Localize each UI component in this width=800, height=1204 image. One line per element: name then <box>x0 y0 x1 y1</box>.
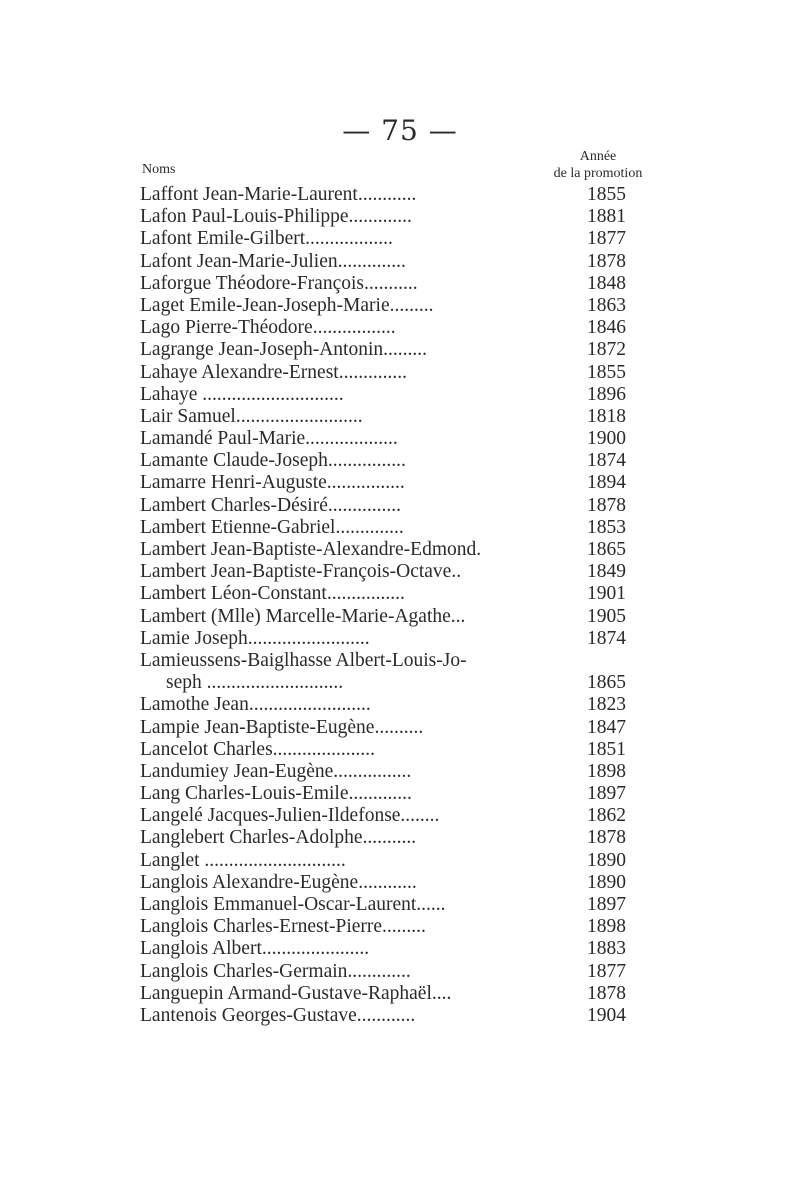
entry-name: Lair Samuel.......................... <box>140 405 363 427</box>
list-item <box>140 850 670 872</box>
entry-year: 1897 <box>587 783 626 805</box>
list-item <box>140 761 670 783</box>
entry-name: Lambert Jean-Baptiste-Alexandre-Edmond. <box>140 539 482 560</box>
entry-year: 1877 <box>587 960 626 982</box>
entry-year: 1855 <box>587 361 626 383</box>
entry-year: 1890 <box>587 849 626 871</box>
entry-name: Langlois Charles-Germain............. <box>140 960 411 982</box>
entry-year: 1898 <box>587 760 626 782</box>
entry-name: Laget Emile-Jean-Joseph-Marie......... <box>140 294 434 316</box>
list-item <box>140 317 670 339</box>
column-header-year-line2: de la promotion <box>553 166 643 181</box>
entry-year: 1900 <box>587 428 626 450</box>
entry-year: 1848 <box>587 272 626 294</box>
entry-name: Laforgue Théodore-François........... <box>140 272 418 294</box>
entry-year: 1897 <box>587 894 626 915</box>
name-list <box>140 184 670 1027</box>
entry-year: 1865 <box>587 672 626 694</box>
list-item <box>140 362 670 384</box>
list-item <box>140 827 670 849</box>
entry-year: 1851 <box>587 738 626 760</box>
list-item <box>140 406 670 428</box>
entry-year: 1878 <box>587 982 626 1004</box>
list-item <box>140 384 670 406</box>
column-header-year-line1: Année <box>579 149 617 164</box>
entry-year: 1874 <box>587 627 626 649</box>
entry-name: Lago Pierre-Théodore................. <box>140 317 396 339</box>
entry-year: 1874 <box>587 450 626 472</box>
list-item <box>140 428 670 450</box>
list-item <box>140 561 670 583</box>
entry-name: Lambert Jean-Baptiste-François-Octave.. <box>140 561 462 583</box>
entry-name: Lantenois Georges-Gustave............ <box>140 1004 416 1026</box>
entry-name: Lancelot Charles..................... <box>140 738 376 760</box>
entry-year: 1855 <box>587 184 626 205</box>
entry-year: 1878 <box>587 494 626 516</box>
entry-year: 1846 <box>587 317 626 339</box>
list-item <box>140 1005 670 1027</box>
entry-name: Lampie Jean-Baptiste-Eugène.......... <box>140 716 424 738</box>
entry-name: Langlois Emmanuel-Oscar-Laurent...... <box>140 894 446 915</box>
list-item <box>140 872 670 894</box>
entry-name: Langlet ............................. <box>140 849 346 871</box>
list-item <box>140 184 670 206</box>
entry-name: seph ............................ <box>166 672 344 694</box>
entry-name: Langlois Albert...................... <box>140 938 370 960</box>
entry-name: Lamothe Jean......................... <box>140 694 371 716</box>
list-item <box>140 206 670 228</box>
entry-year: 1905 <box>587 605 626 627</box>
entry-name: Lamandé Paul-Marie................... <box>140 428 398 450</box>
entry-name: Lafont Jean-Marie-Julien.............. <box>140 250 406 272</box>
list-item <box>140 805 670 827</box>
list-item <box>140 539 670 561</box>
entry-name: Lambert Etienne-Gabriel.............. <box>140 516 404 538</box>
entry-name: Lamante Claude-Joseph................ <box>140 450 406 472</box>
entry-name: Languepin Armand-Gustave-Raphaël.... <box>140 982 452 1004</box>
entry-name: Lafon Paul-Louis-Philippe............. <box>140 206 412 228</box>
list-item <box>140 916 670 938</box>
list-item <box>140 694 670 716</box>
entry-name: Lambert Léon-Constant................ <box>140 583 405 605</box>
entry-year: 1904 <box>587 1004 626 1026</box>
entry-name: Lahaye Alexandre-Ernest.............. <box>140 361 407 383</box>
entry-name: Lamarre Henri-Auguste................ <box>140 472 405 494</box>
entry-name: Lafont Emile-Gilbert.................. <box>140 228 393 250</box>
entry-year: 1862 <box>587 805 626 827</box>
list-item <box>140 672 670 694</box>
entry-name: Lang Charles-Louis-Emile............. <box>140 783 412 805</box>
list-item <box>140 228 670 250</box>
list-item <box>140 717 670 739</box>
entry-year: 1896 <box>587 383 626 405</box>
entry-year: 1818 <box>587 405 626 427</box>
entry-name: Lamie Joseph......................... <box>140 627 370 649</box>
entry-year: 1878 <box>587 250 626 272</box>
entry-name: Langlois Charles-Ernest-Pierre......... <box>140 916 426 938</box>
list-item <box>140 938 670 960</box>
entry-year: 1883 <box>587 938 626 960</box>
entry-year: 1853 <box>587 516 626 538</box>
entry-year: 1847 <box>587 716 626 738</box>
entry-year: 1877 <box>587 228 626 250</box>
list-item <box>140 450 670 472</box>
list-item <box>140 295 670 317</box>
list-item <box>140 517 670 539</box>
list-item <box>140 583 670 605</box>
list-item <box>140 472 670 494</box>
entry-year: 1890 <box>587 871 626 893</box>
page-number: — 75 — <box>342 114 458 147</box>
entry-year: 1878 <box>587 827 626 849</box>
list-item <box>140 628 670 650</box>
list-item <box>140 251 670 273</box>
entry-year: 1901 <box>587 583 626 605</box>
list-item <box>140 606 670 628</box>
entry-name: Lagrange Jean-Joseph-Antonin......... <box>140 339 428 361</box>
entry-year: 1881 <box>587 206 626 228</box>
list-item <box>140 339 670 361</box>
entry-year: 1898 <box>587 916 626 938</box>
list-item <box>140 783 670 805</box>
list-item <box>140 495 670 517</box>
entry-year: 1863 <box>587 294 626 316</box>
entry-year: 1823 <box>587 694 626 716</box>
entry-name: Lambert Charles-Désiré............... <box>140 494 402 516</box>
list-item <box>140 894 670 916</box>
entry-year: 1872 <box>587 339 626 361</box>
entry-name: Lamieussens-Baiglhasse Albert-Louis-Jo- <box>140 649 467 671</box>
column-header-year <box>528 148 668 182</box>
entry-year: 1865 <box>587 539 626 560</box>
entry-name: Lahaye ............................. <box>140 383 344 405</box>
list-item <box>140 273 670 295</box>
entry-name: Lambert (Mlle) Marcelle-Marie-Agathe... <box>140 605 466 627</box>
entry-year: 1894 <box>587 472 626 494</box>
list-item <box>140 983 670 1005</box>
entry-name: Laffont Jean-Marie-Laurent............ <box>140 184 417 205</box>
entry-name: Langlois Alexandre-Eugène............ <box>140 871 417 893</box>
list-item <box>140 961 670 983</box>
entry-year: 1849 <box>587 561 626 583</box>
entry-name: Landumiey Jean-Eugène................ <box>140 760 412 782</box>
list-item <box>140 650 670 672</box>
column-header-names: Noms <box>142 162 176 177</box>
list-item <box>140 739 670 761</box>
entry-name: Langelé Jacques-Julien-Ildefonse........ <box>140 805 440 827</box>
entry-name: Langlebert Charles-Adolphe........... <box>140 827 417 849</box>
